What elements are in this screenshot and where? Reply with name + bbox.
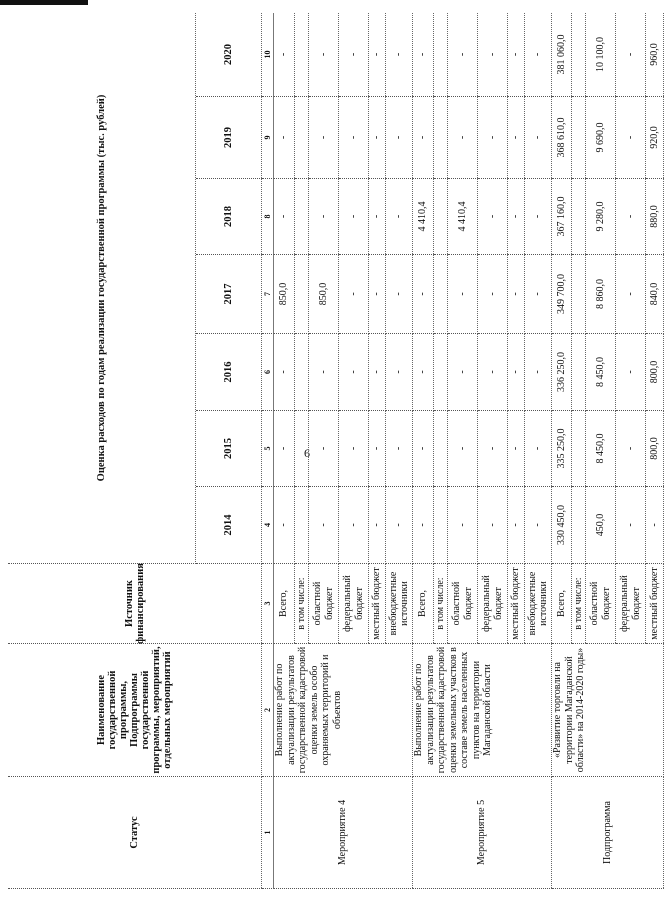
amount-cell: - bbox=[508, 334, 525, 411]
amount-cell: - bbox=[508, 97, 525, 179]
amount-cell: - bbox=[309, 13, 339, 97]
column-number: 10 bbox=[262, 13, 274, 97]
source-header: Источник финансирования bbox=[8, 564, 262, 644]
amount-cell: - bbox=[274, 13, 295, 97]
amount-cell: - bbox=[448, 97, 478, 179]
amount-cell: - bbox=[309, 411, 339, 487]
amount-cell: - bbox=[508, 487, 525, 564]
amount-cell: - bbox=[525, 487, 552, 564]
amount-cell: - bbox=[339, 179, 369, 255]
amount-cell: - bbox=[448, 334, 478, 411]
amount-cell: 368 610,0 bbox=[552, 97, 572, 179]
amount-cell: - bbox=[386, 97, 413, 179]
funding-source: федеральный бюджет bbox=[339, 564, 369, 644]
amount-cell: - bbox=[274, 179, 295, 255]
amount-cell: - bbox=[448, 411, 478, 487]
amount-cell: 349 700,0 bbox=[552, 255, 572, 334]
amount-cell: 960,0 bbox=[646, 13, 664, 97]
amount-cell: - bbox=[478, 255, 508, 334]
amount-cell: 4 410,4 bbox=[448, 179, 478, 255]
amount-cell: - bbox=[274, 487, 295, 564]
amount-cell: 335 250,0 bbox=[552, 411, 572, 487]
page-number: 6 bbox=[304, 446, 310, 460]
amount-cell: - bbox=[646, 487, 664, 564]
amount-cell: 8 450,0 bbox=[586, 334, 616, 411]
amount-cell: - bbox=[369, 13, 386, 97]
amount-cell bbox=[295, 255, 309, 334]
row-status: Подпрограмма bbox=[552, 777, 664, 889]
column-number: 7 bbox=[262, 255, 274, 334]
funding-source: местный бюджет bbox=[508, 564, 525, 644]
amount-cell: - bbox=[448, 13, 478, 97]
amount-cell: 10 100,0 bbox=[586, 13, 616, 97]
year-header: 2018 bbox=[196, 179, 262, 255]
row-name: Выполнение работ по актуализации результатов государственной кадастровой оценки земель особо охраняемых территорий и объектов bbox=[274, 644, 413, 777]
amount-cell: - bbox=[386, 179, 413, 255]
amount-cell: - bbox=[369, 255, 386, 334]
amount-cell: 367 160,0 bbox=[552, 179, 572, 255]
amount-cell: - bbox=[386, 334, 413, 411]
amount-cell: 336 250,0 bbox=[552, 334, 572, 411]
amount-cell bbox=[434, 487, 448, 564]
year-header: 2017 bbox=[196, 255, 262, 334]
amount-cell bbox=[434, 255, 448, 334]
amount-cell: - bbox=[525, 13, 552, 97]
amount-cell: - bbox=[274, 411, 295, 487]
amount-cell: - bbox=[616, 13, 646, 97]
amount-cell bbox=[572, 411, 586, 487]
funding-source: Всего, bbox=[552, 564, 572, 644]
column-number: 6 bbox=[262, 334, 274, 411]
amount-cell bbox=[572, 97, 586, 179]
amount-cell: - bbox=[508, 411, 525, 487]
amount-cell: - bbox=[448, 487, 478, 564]
amount-cell: - bbox=[339, 255, 369, 334]
amount-cell: 880,0 bbox=[646, 179, 664, 255]
amount-cell bbox=[572, 487, 586, 564]
amount-cell: 330 450,0 bbox=[552, 487, 572, 564]
amount-cell: 840,0 bbox=[646, 255, 664, 334]
column-number: 9 bbox=[262, 97, 274, 179]
amount-cell: - bbox=[616, 487, 646, 564]
amount-cell: 381 060,0 bbox=[552, 13, 572, 97]
funding-source: местный бюджет bbox=[369, 564, 386, 644]
amount-cell: - bbox=[508, 13, 525, 97]
amount-cell: - bbox=[525, 411, 552, 487]
amount-cell: - bbox=[508, 179, 525, 255]
amount-cell: - bbox=[478, 411, 508, 487]
year-header: 2020 bbox=[196, 13, 262, 97]
row-status: Мероприятие 5 bbox=[413, 777, 552, 889]
amount-cell bbox=[434, 411, 448, 487]
amount-cell bbox=[434, 97, 448, 179]
amount-cell: 450,0 bbox=[586, 487, 616, 564]
row-status: Мероприятие 4 bbox=[274, 777, 413, 889]
amount-cell: - bbox=[339, 97, 369, 179]
amount-cell: - bbox=[413, 487, 434, 564]
amount-cell: - bbox=[616, 97, 646, 179]
amount-cell bbox=[295, 487, 309, 564]
amount-cell: - bbox=[616, 179, 646, 255]
amount-cell: - bbox=[309, 334, 339, 411]
amount-cell: - bbox=[616, 334, 646, 411]
amount-cell: - bbox=[386, 411, 413, 487]
funding-source: внебюджетные источники bbox=[386, 564, 413, 644]
funding-source: областной бюджет bbox=[309, 564, 339, 644]
amount-cell bbox=[572, 255, 586, 334]
amount-cell: - bbox=[448, 255, 478, 334]
amount-cell: - bbox=[478, 334, 508, 411]
amount-cell: - bbox=[413, 97, 434, 179]
column-number: 1 bbox=[262, 777, 274, 889]
amount-cell bbox=[295, 179, 309, 255]
amount-cell: - bbox=[369, 411, 386, 487]
column-number: 5 bbox=[262, 411, 274, 487]
column-number: 8 bbox=[262, 179, 274, 255]
year-header: 2014 bbox=[196, 487, 262, 564]
year-header: 2015 bbox=[196, 411, 262, 487]
amount-cell: - bbox=[525, 334, 552, 411]
amount-cell: - bbox=[413, 255, 434, 334]
amount-cell: 850,0 bbox=[274, 255, 295, 334]
amount-cell bbox=[295, 411, 309, 487]
amount-cell: - bbox=[478, 179, 508, 255]
funding-source: в том числе: bbox=[572, 564, 586, 644]
funding-source: федеральный бюджет bbox=[478, 564, 508, 644]
amount-cell: - bbox=[309, 97, 339, 179]
amount-cell: - bbox=[309, 487, 339, 564]
amount-cell: - bbox=[386, 487, 413, 564]
amount-cell: 8 860,0 bbox=[586, 255, 616, 334]
row-name: «Развитие торговли на территории Магаданской области» на 2014-2020 годы» bbox=[552, 644, 664, 777]
year-header: 2019 bbox=[196, 97, 262, 179]
amount-cell: 9 690,0 bbox=[586, 97, 616, 179]
amount-cell bbox=[434, 179, 448, 255]
amount-cell: - bbox=[478, 13, 508, 97]
amount-cell: - bbox=[478, 487, 508, 564]
amount-cell: - bbox=[616, 255, 646, 334]
amount-cell: - bbox=[339, 411, 369, 487]
funding-source: областной бюджет bbox=[586, 564, 616, 644]
amount-cell bbox=[434, 334, 448, 411]
funding-source: местный бюджет bbox=[646, 564, 664, 644]
amount-cell: - bbox=[413, 334, 434, 411]
estimate-header: Оценка расходов по годам реализации государственной программы (тыс. рублей) bbox=[8, 13, 196, 564]
amount-cell bbox=[572, 179, 586, 255]
amount-cell: 800,0 bbox=[646, 334, 664, 411]
column-number: 4 bbox=[262, 487, 274, 564]
amount-cell bbox=[572, 334, 586, 411]
finance-table bbox=[8, 13, 660, 889]
funding-source: Всего, bbox=[274, 564, 295, 644]
amount-cell bbox=[295, 334, 309, 411]
amount-cell: - bbox=[386, 13, 413, 97]
amount-cell bbox=[572, 13, 586, 97]
year-header: 2016 bbox=[196, 334, 262, 411]
amount-cell: - bbox=[369, 97, 386, 179]
amount-cell: 850,0 bbox=[309, 255, 339, 334]
amount-cell bbox=[295, 97, 309, 179]
amount-cell: - bbox=[525, 179, 552, 255]
amount-cell: - bbox=[386, 255, 413, 334]
amount-cell: - bbox=[339, 334, 369, 411]
funding-source: в том числе: bbox=[295, 564, 309, 644]
amount-cell: - bbox=[339, 487, 369, 564]
funding-source: областной бюджет bbox=[448, 564, 478, 644]
amount-cell bbox=[295, 13, 309, 97]
amount-cell: - bbox=[309, 179, 339, 255]
amount-cell: - bbox=[508, 255, 525, 334]
funding-source: федеральный бюджет bbox=[616, 564, 646, 644]
amount-cell: 9 280,0 bbox=[586, 179, 616, 255]
amount-cell: - bbox=[478, 97, 508, 179]
amount-cell: - bbox=[525, 255, 552, 334]
funding-source: Всего, bbox=[413, 564, 434, 644]
amount-cell: - bbox=[616, 411, 646, 487]
row-name: Выполнение работ по актуализации результатов государственной кадастровой оценки земельных участков в составе земель населенных пунктов на территории Магаданской области bbox=[413, 644, 552, 777]
amount-cell: - bbox=[369, 334, 386, 411]
column-number: 3 bbox=[262, 564, 274, 644]
amount-cell: - bbox=[274, 97, 295, 179]
amount-cell: - bbox=[339, 13, 369, 97]
amount-cell: 4 410,4 bbox=[413, 179, 434, 255]
amount-cell: 800,0 bbox=[646, 411, 664, 487]
status-header: Статус bbox=[8, 777, 262, 889]
amount-cell: - bbox=[413, 13, 434, 97]
amount-cell: - bbox=[369, 179, 386, 255]
scan-edge-bar bbox=[0, 0, 88, 5]
funding-source: внебюджетные источники bbox=[525, 564, 552, 644]
amount-cell: - bbox=[413, 411, 434, 487]
amount-cell: - bbox=[369, 487, 386, 564]
funding-source: в том числе: bbox=[434, 564, 448, 644]
amount-cell: 8 450,0 bbox=[586, 411, 616, 487]
amount-cell bbox=[434, 13, 448, 97]
amount-cell: - bbox=[525, 97, 552, 179]
amount-cell: - bbox=[274, 334, 295, 411]
name-header: Наименование государственной программы, Подпрограммы государственной программы, мероприятий, отдельных мероприятий bbox=[8, 644, 262, 777]
amount-cell: 920,0 bbox=[646, 97, 664, 179]
column-number: 2 bbox=[262, 644, 274, 777]
